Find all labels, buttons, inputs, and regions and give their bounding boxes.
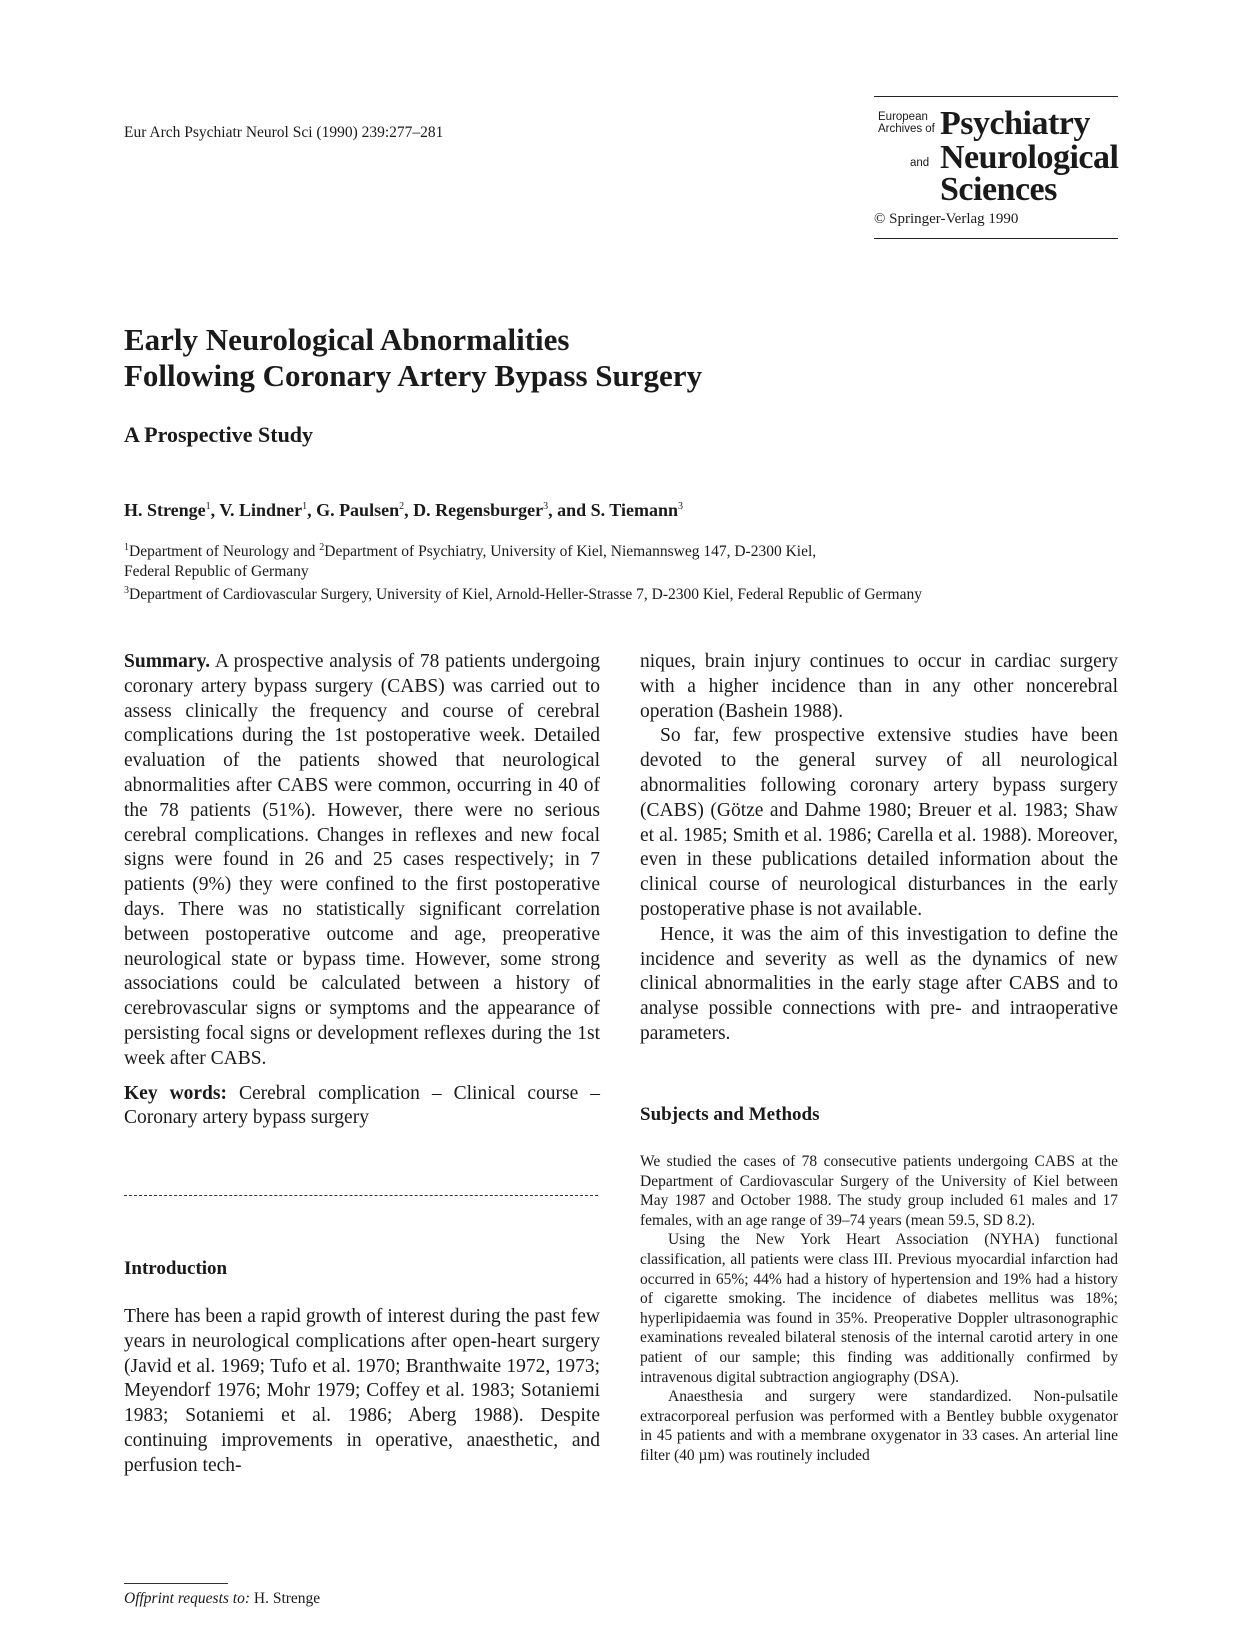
affiliation-line: $^1$Department of Neurology and $^2$Department of Psychiatry, University of Kiel, Niemannsweg 147, D-2300 Kiel, <box>124 542 817 561</box>
summary-block <box>124 650 600 1131</box>
introduction-text <box>124 1305 600 1479</box>
methods-text <box>640 1152 1118 1466</box>
paragraph: niques, brain injury continues to occur in cardiac surgery with a higher incidence than in any other noncerebral operation (Bashein 1988). <box>640 651 1118 722</box>
journal-citation: Eur Arch Psychiatr Neurol Sci (1990) 239:277–281 <box>124 124 444 141</box>
footnote: Offprint requests to: H. Strenge <box>124 1590 321 1607</box>
summary-paragraph: Summary. A prospective analysis of 78 patients undergoing coronary artery bypass surgery (CABS) was carried out to assess clinically the frequency and course of cerebral complications during the 1st postoperative week. Detailed evaluation of the patients showed that neurological abnormalities after CABS were common, occurring in 40 of the 78 patients (51%). However, there were no serious cerebral complications. Changes in reflexes and new focal signs were found in 26 and 25 cases respectively; in 7 patients (9%) they were confined to the first postoperative days. There was no statistically significant correlation between postoperative outcome and age, preoperative neurological state or bypass time. However, some strong associations could be calculated between a history of cerebrovascular signs or symptoms and the appearance of persisting focal signs or development reflexes during the 1st week after CABS. <box>124 651 600 1069</box>
paragraph: Using the New York Heart Association (NYHA) functional classification, all patients were class III. Previous myocardial infarction had occurred in 65%; 44% had a history of hypertension and 19% had a history of cigarette smoking. The incidence of diabetes mellitus was 18%; hyperlipidaemia was found in 35%. Preoperative Doppler ultrasonographic examinations revealed bilateral stenosis of the internal carotid artery in one patient of our sample; this finding was additionally confirmed by intravenous digital subtraction angiography (DSA). <box>640 1231 1118 1386</box>
logo-bottom-rule <box>874 238 1118 239</box>
logo-psychiatry: Psychiatry <box>940 105 1090 142</box>
logo-sciences: Sciences <box>940 171 1057 208</box>
author-list: H. Strenge$^1$, V. Lindner$^1$, G. Paulsen$^2$, D. Regensburger$^3$, and S. Tiemann$^3$ <box>124 500 683 520</box>
logo-neurological: Neurological <box>940 139 1119 176</box>
paragraph: Anaesthesia and surgery were standardized. Non-pulsatile extracorporeal perfusion was performed with a Bentley bubble oxygenator in 45 patients and with a membrane oxygenator in 33 cases. An arterial line filter (40 µm) was routinely included <box>640 1388 1118 1464</box>
article-subtitle: A Prospective Study <box>124 422 314 447</box>
author: G. Paulsen <box>316 500 400 520</box>
logo-top-rule <box>874 96 1118 97</box>
title-line-2: Following Coronary Artery Bypass Surgery <box>124 358 703 393</box>
section-divider <box>124 1195 598 1196</box>
author: S. Tiemann <box>590 500 678 520</box>
introduction-heading: Introduction <box>124 1258 228 1279</box>
paragraph: Hence, it was the aim of this investigation to define the incidence and severity as well as the dynamics of new clinical abnormalities in the early stage after CABS and to analyse possible connections with pre- and intraoperative parameters. <box>640 923 1118 1044</box>
logo-small-text <box>878 111 935 135</box>
paragraph: We studied the cases of 78 consecutive patients undergoing CABS at the Department of Cardiovascular Surgery of the University of Kiel between May 1987 and October 1988. The study group included 61 males and 17 females, with an age range of 39–74 years (mean 59.5, SD 8.2). <box>640 1153 1118 1229</box>
methods-heading: Subjects and Methods <box>640 1104 820 1125</box>
author: V. Lindner <box>219 500 303 520</box>
affiliations <box>124 538 1124 605</box>
footnote-rule <box>124 1583 228 1584</box>
right-column <box>640 650 1118 1047</box>
affiliation-line: $^3$Department of Cardiovascular Surgery, University of Kiel, Arnold-Heller-Strasse 7, D-2300 Kiel, Federal Republic of Germany <box>124 585 922 604</box>
logo-european: European <box>878 111 928 123</box>
author: H. Strenge <box>124 500 206 520</box>
title-line-1: Early Neurological Abnormalities <box>124 322 570 357</box>
keywords: Key words: Cerebral complication – Clinical course – Coronary artery bypass surgery <box>124 1082 600 1129</box>
logo-and: and <box>910 157 930 169</box>
logo-archives-of: Archives of <box>878 123 935 135</box>
paragraph: There has been a rapid growth of interest during the past few years in neurological complications after open-heart surgery (Javid et al. 1969; Tufo et al. 1970; Branthwaite 1972, 1973; Meyendorf 1976; Mohr 1979; Coffey et al. 1983; Sotaniemi 1983; Sotaniemi et al. 1986; Aberg 1988). Despite continuing improvements in operative, anaesthetic, and perfusion tech- <box>124 1306 600 1476</box>
paragraph: So far, few prospective extensive studies have been devoted to the general survey of all neurological abnormalities following coronary artery bypass surgery (CABS) (Götze and Dahme 1980; Breuer et al. 1983; Shaw et al. 1985; Smith et al. 1986; Carella et al. 1988). Moreover, even in these publications detailed information about the clinical course of neurological disturbances in the early postoperative phase is not available. <box>640 725 1118 920</box>
affiliation-line: Federal Republic of Germany <box>124 562 309 580</box>
author: D. Regensburger <box>413 500 544 520</box>
journal-logo <box>874 96 1118 239</box>
copyright: © Springer-Verlag 1990 <box>874 211 1019 227</box>
article-title <box>124 322 702 394</box>
